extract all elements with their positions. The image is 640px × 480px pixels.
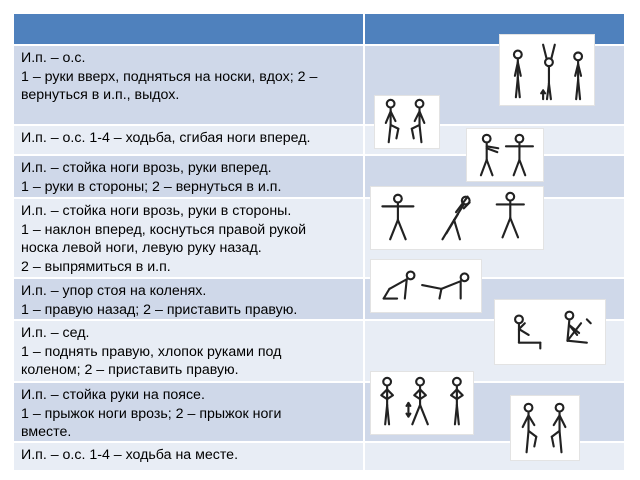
line: И.п. – о.с. bbox=[21, 50, 86, 66]
line: И.п. – сед. bbox=[21, 325, 90, 341]
illustration-bend-forward bbox=[370, 186, 544, 250]
line: И.п. – о.с. 1-4 – ходьба, сгибая ноги вперед. bbox=[21, 130, 311, 146]
exercise-description-5 bbox=[14, 279, 363, 319]
illustration-arms-sides bbox=[466, 128, 544, 182]
illustration-sitting bbox=[494, 299, 606, 365]
line: И.п. – стойка ноги врозь, руки вперед. bbox=[21, 160, 272, 176]
exercise-description-6 bbox=[14, 321, 363, 381]
illustration-jumping bbox=[370, 371, 474, 435]
exercise-image-cell-8 bbox=[365, 443, 624, 470]
exercise-description-2 bbox=[14, 126, 363, 154]
illustration-walking-knees bbox=[374, 95, 440, 149]
line: 1 – поднять правую, хлопок руками под bbox=[21, 343, 282, 360]
line: вернуться в и.п., выдох. bbox=[21, 87, 180, 104]
illustration-arms-up bbox=[499, 34, 595, 106]
exercise-description-7 bbox=[14, 383, 363, 441]
line: 1 – правую назад; 2 – приставить правую. bbox=[21, 301, 298, 318]
illustration-kneeling bbox=[370, 259, 482, 313]
line: И.п. – упор стоя на коленях. bbox=[21, 283, 207, 299]
exercise-description-3 bbox=[14, 156, 363, 197]
header-cell-left bbox=[14, 14, 363, 44]
line: вместе. bbox=[21, 424, 72, 441]
exercise-description-4 bbox=[14, 199, 363, 277]
line: И.п. – о.с. 1-4 – ходьба на месте. bbox=[21, 447, 239, 463]
line: 1 – руки в стороны; 2 – вернуться в и.п. bbox=[21, 178, 282, 195]
line: 1 – наклон вперед, коснуться правой рукой bbox=[21, 221, 307, 238]
illustration-walking-in-place bbox=[510, 395, 580, 461]
line: 1 – руки вверх, подняться на носки, вдох; 2 – bbox=[21, 68, 318, 85]
line: И.п. – стойка руки на поясе. bbox=[21, 387, 205, 403]
line: носка левой ноги, левую руку назад. bbox=[21, 240, 262, 257]
exercise-description-1 bbox=[14, 46, 363, 124]
exercise-description-8 bbox=[14, 443, 363, 470]
line: И.п. – стойка ноги врозь, руки в стороны. bbox=[21, 203, 292, 219]
line: 1 – прыжок ноги врозь; 2 – прыжок ноги bbox=[21, 405, 282, 422]
line: коленом; 2 – приставить правую. bbox=[21, 362, 239, 379]
line: 2 – выпрямиться в и.п. bbox=[21, 258, 171, 275]
